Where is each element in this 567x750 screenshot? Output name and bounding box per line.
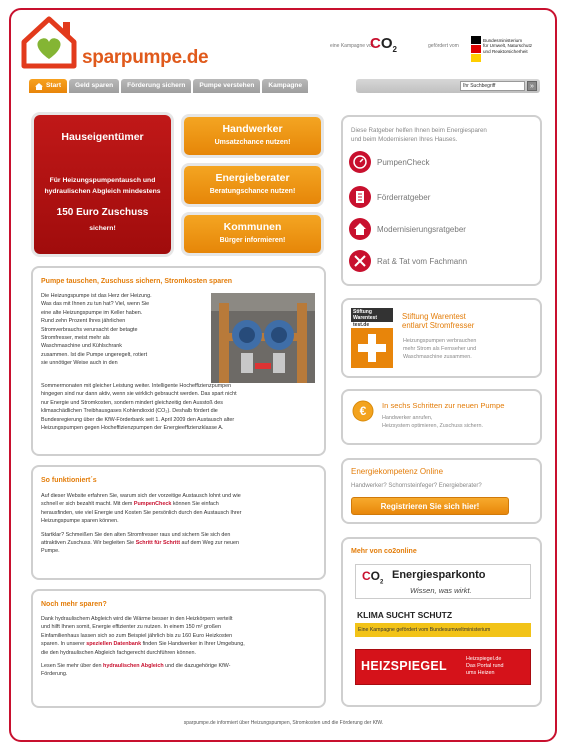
- homeowner-cta: sichern!: [89, 225, 116, 232]
- campaign-label: eine Kampagne von: [330, 43, 375, 49]
- house-heart-logo[interactable]: [20, 14, 78, 70]
- step-by-step-link[interactable]: Schritt für Schritt: [135, 540, 181, 547]
- energiekompetenz-title: Energiekompetenz Online: [351, 467, 444, 476]
- craftsman-tile[interactable]: Handwerker Umsatzchance nutzen!: [184, 117, 321, 155]
- energiesparkonto-banner[interactable]: $CO_2$ Energiesparkonto Wissen, was wirkt.: [355, 564, 531, 599]
- heating-pump-photo: [211, 293, 315, 383]
- nav-kampagne[interactable]: Kampagne: [262, 79, 308, 93]
- homeowner-amount: 150 Euro Zuschuss: [56, 207, 149, 218]
- svg-text:€: €: [359, 404, 367, 418]
- save-more-title: Noch mehr sparen?: [41, 601, 107, 608]
- co2online-logo[interactable]: $CO_2$: [370, 35, 397, 54]
- howto-title: So funktioniert´s: [41, 477, 97, 484]
- partners-title: Mehr von co2online: [351, 548, 417, 555]
- energiekompetenz-text: Handwerker? Schornsteinfeger? Energieberater?: [351, 483, 482, 489]
- six-steps-text: Handwerker anrufen, Heizsystem optimieren, Zuschuss sichern.: [382, 415, 483, 429]
- footer-text: sparpumpe.de informiert über Heizungspumpen, Stromkosten und die Förderung der KfW.: [183, 720, 384, 726]
- ratgeber-fachmann[interactable]: Rat & Tat vom Fachmann: [349, 250, 467, 272]
- ratgeber-modernisierung[interactable]: Modernisierungsratgeber: [349, 218, 466, 240]
- euro-coin-icon: [352, 400, 374, 422]
- gauge-icon: [349, 151, 371, 173]
- warentest-title: Stiftung Warentest entlarvt Stromfresser: [402, 312, 475, 330]
- intro-title: Pumpe tauschen, Zuschuss sichern, Stromkosten sparen: [41, 278, 232, 285]
- database-link[interactable]: speziellen Datenbank: [86, 641, 142, 648]
- homeowner-tile[interactable]: [34, 115, 171, 254]
- register-button[interactable]: Registrieren Sie sich hier!: [351, 497, 509, 515]
- funded-by-label: gefördert vom: [428, 43, 459, 49]
- howto-text: Auf dieser Website erfahren Sie, warum sich der vorzeitige Austausch lohnt und wie schnell er sich bezahlt macht. Mit dem PumpenCheck können Sie einfach herausfinden, wie viel Energie und Kosten Sie persönlich durch den Austausch Ihrer Heizungspumpe sparen können. Startklar? Schmeißen Sie den alten Stromfresser raus und sichern Sie sich den attraktiven Zuschuss. Wir begleiten Sie Schritt für Schritt auf dem Weg zur neuen Pumpe.: [41, 493, 242, 555]
- ratgeber-intro: Diese Ratgeber helfen Ihnen beim Energiesparen und beim Modernisieren Ihres Hauses.: [351, 127, 487, 143]
- six-steps-title: In sechs Schritten zur neuen Pumpe: [382, 401, 505, 410]
- warentest-text: Heizungspumpen verbrauchen mehr Strom als Fernseher und Waschmaschine zusammen.: [403, 338, 477, 360]
- pumpencheck-link[interactable]: PumpenCheck: [133, 501, 172, 508]
- nav-pumpe-verstehen[interactable]: Pumpe verstehen: [193, 79, 260, 93]
- main-nav: [29, 79, 308, 93]
- home-icon: [35, 83, 43, 90]
- co2-logo-small: $CO_2$: [362, 569, 384, 586]
- site-logo-text[interactable]: sparpumpe.de: [82, 47, 209, 68]
- homeowner-text: Für Heizungspumpentausch und hydraulischen Abgleich mindestens: [44, 177, 161, 195]
- energy-advisor-tile[interactable]: Energieberater Beratungschance nutzen!: [184, 166, 321, 204]
- intro-text-wrap: Die Heizungspumpe ist das Herz der Heizung. Was das mit Ihnen zu tun hat? Viel, wenn Sie eine alte Heizungspumpe im Keller haben. Rund zehn Prozent Ihres jährlichen Stromverbrauchs verursacht der betagte Stromfresser, meist mehr als Waschmaschine und Kühlschrank zusammen. Ist die Pumpe ungeregelt, rotiert sie unnötiger Weise auch in den: [41, 293, 152, 367]
- plus-icon: [351, 328, 393, 368]
- nav-start[interactable]: Start: [29, 79, 67, 93]
- nav-foerderung-sichern[interactable]: Förderung sichern: [121, 79, 191, 93]
- tools-icon: [349, 250, 371, 272]
- hydraulic-balance-link[interactable]: hydraulischen Abgleich: [103, 663, 164, 670]
- ministry-name: Bundesministerium für Umwelt, Naturschutz und Reaktorsicherheit: [483, 38, 533, 54]
- ratgeber-foerder[interactable]: Förderratgeber: [349, 186, 430, 208]
- federal-eagle-icon: [471, 36, 481, 62]
- ratgeber-pumpencheck[interactable]: PumpenCheck: [349, 151, 429, 173]
- warentest-badge: Stiftung Warentest test.de: [351, 308, 393, 368]
- klima-sucht-schutz-banner[interactable]: KLIMA SUCHT SCHUTZ Eine Kampagne gefördert vom Bundesumweltministerium: [355, 606, 531, 640]
- house-icon: [349, 218, 371, 240]
- search-input[interactable]: [460, 81, 525, 91]
- municipalities-tile[interactable]: Kommunen Bürger informieren!: [184, 215, 321, 253]
- save-more-text: Dank hydraulischem Abgleich wird die Wärme besser in den Heizkörpern verteilt und hilft Ihnen somit, Energie effizienter zu nutzen. In einem 150 m² großen Einfamilienhaus lassen sich so zum Beispiel jährlich bis zu 160 Euro Heizkosten sparen. In unserer speziellen Datenbank finden Sie Handwerker in Ihrer Umgebung, die den hydraulischen Abgleich fachgerecht durchführen können. Lesen Sie mehr über den hydraulischen Abgleich und die dazugehörige KfW- Förderung.: [41, 616, 245, 678]
- nav-geld-sparen[interactable]: Geld sparen: [69, 79, 119, 93]
- homeowner-title: Hauseigentümer: [61, 131, 144, 143]
- search-go-button[interactable]: »: [527, 81, 537, 91]
- heizspiegel-banner[interactable]: HEIZSPIEGEL Heizspiegel.de Das Portal rund ums Heizen: [355, 649, 531, 685]
- document-icon: [349, 186, 371, 208]
- intro-text-full: Sommermonaten mit gleicher Leistung weiter. Intelligente Hocheffizienzpumpen hingegen sind nur dann aktiv, wenn sie wirklich gebraucht werden. Das spart nicht nur Energie und Stromkosten, sondern mindert gleichzeitig den Ausstoß des klimaschädlichen Treibhausgases Kohlendioxid (CO₂). Deshalb fördert die Bundesregierung über die KfW-Förderbank seit 1. April 2009 den Austausch alter Heizungspumpen gegen Hocheffizienzpumpen der Energieeffizienzklasse A.: [41, 383, 237, 432]
